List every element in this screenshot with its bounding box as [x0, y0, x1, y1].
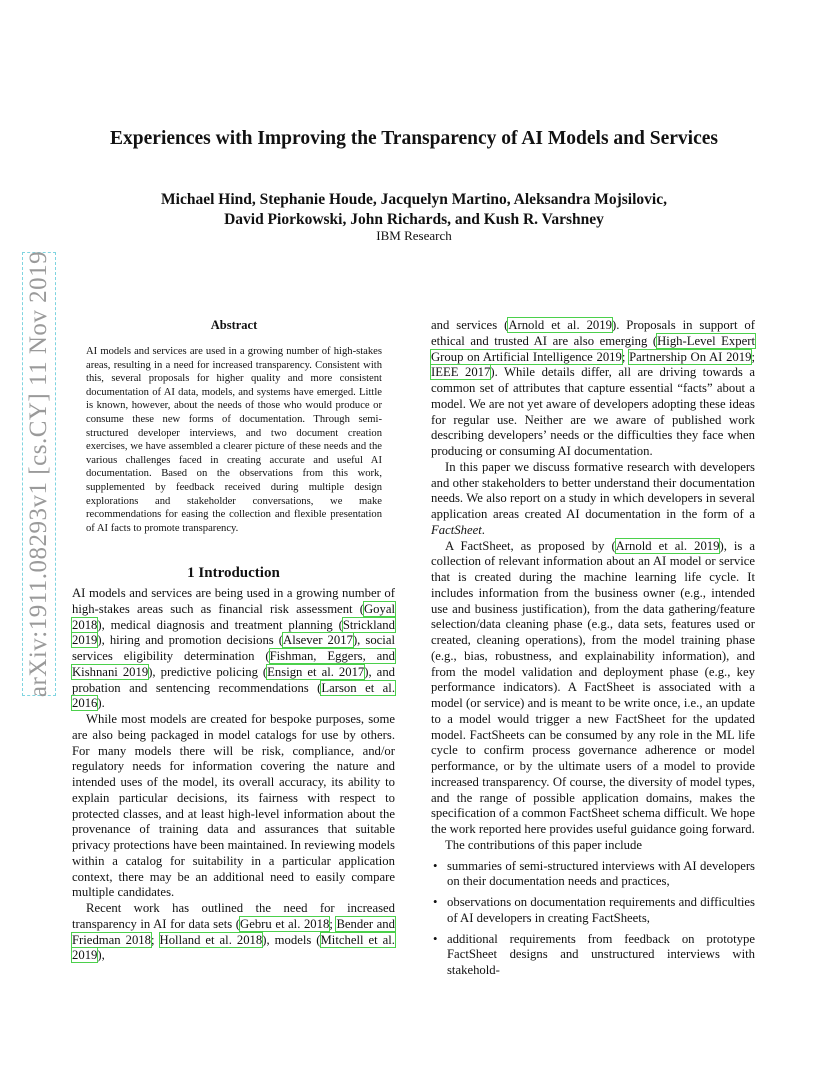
abstract-body: AI models and services are used in a growing number of high-stakes areas, resulting in a need for increased transparency. Consistent with this, several proposals for higher quality and more consistent documentation of AI data, models, and systems have emerged. Little is known, however, about the needs of those who would produce or consume these new forms of documentation. Through semi-structured developer interviews, and two document creation exercises, we have assembled a clearer picture of these needs and the various challenges faced in creating accurate and useful AI documentation. Based on the observations from this work, supplemented by feedback received during multiple design explorations and stakeholder conversations, we make recommendations for easing the collection and flexible presentation of AI facts to promote transparency. [86, 346, 382, 534]
authors-line-1: Michael Hind, Stephanie Houde, Jacquelyn Martino, Aleksandra Mojsilovic, [161, 191, 667, 208]
text-run: AI models and services are being used in a growing number of high-stakes areas such as financial risk assessment ( [72, 586, 395, 616]
text-run: ; [329, 916, 337, 931]
authors-line-2: David Piorkowski, John Richards, and Kush R. Varshney [224, 211, 604, 228]
bullet-icon: • [433, 858, 438, 873]
text-run: A FactSheet, as proposed by ( [445, 538, 616, 553]
text-run: ; [621, 349, 630, 364]
introduction-heading: 1 Introduction [187, 565, 280, 581]
intro-paragraph-3 [72, 901, 395, 964]
list-item [431, 859, 755, 891]
affiliation: IBM Research [376, 228, 452, 243]
citation-link[interactable]: Larson et al. 2016 [72, 680, 395, 711]
citation-link[interactable]: Ensign et al. 2017 [267, 664, 365, 679]
citation-link[interactable]: Bender and Friedman 2018 [72, 916, 395, 947]
bullet-icon: • [433, 931, 438, 946]
emphasis-term: FactSheet [431, 522, 482, 537]
right-paragraph-3 [431, 539, 755, 838]
list-item [431, 932, 755, 979]
text-run: Recent work has outlined the need for increased transparency in AI for data sets ( [72, 901, 395, 931]
text-run: ), hiring and promotion decisions ( [97, 633, 284, 648]
citation-link[interactable]: IEEE 2017 [431, 365, 491, 380]
citation-link[interactable]: Goyal 2018 [72, 601, 395, 632]
citation-link[interactable]: Partnership On AI 2019 [629, 349, 752, 364]
intro-paragraph-1 [72, 586, 395, 712]
intro-paragraph-2: While most models are created for bespoke purposes, some are also being packaged in model catalogs for use by others. For many models there will be risk, compliance, and/or regulatory needs for information covering the nature and intended uses of the model, its overall accuracy, its ability to explain particular decisions, its fairness with respect to protected classes, and at least high-level information about the provenance of training data and assurances that suitable privacy protections have been maintained. In reviewing models within a catalog for suitability in a particular application context, there may be an additional need to easily compare multiple candidates. [72, 712, 395, 900]
list-item-text: additional requirements from feedback on prototype FactSheet designs and unstructured interviews with stakehold- [447, 931, 755, 977]
text-run: ), is a collection of relevant information about an AI model or service that is created during the machine learning life cycle. It includes information from the business owner (e.g., intended use and business justification), from the data gathering/feature selection/data cleaning phase (e.g., data sets, features used or created, cleaning operations), from the model training phase (e.g., bias, robustness, and explainability information), and from the model validation and deployment phase (e.g., key performance indicators). A FactSheet is associated with a model (or service) and is meant to be write once, i.e., an update to a model would trigger a new FactSheet for the updated model. FactSheets can be consumed by any role in the ML life cycle to confirm process governance adherence or model performance, or by the ultimate users of a model to provide increased transparency. Of course, the diversity of model types, and the range of possible application domains, makes the specification of a common FactSheet schema difficult. We hope the work reported here provides useful guidance going forward. [431, 538, 755, 836]
paper-title: Experiences with Improving the Transparency of AI Models and Services [110, 128, 718, 149]
text-run: ), [97, 948, 105, 963]
abstract-heading: Abstract [210, 318, 258, 332]
right-paragraph-1 [431, 318, 755, 460]
citation-link[interactable]: Arnold et al. 2019 [615, 538, 720, 553]
arxiv-sidebar-stamp [22, 252, 56, 696]
right-paragraph-4: The contributions of this paper include [445, 837, 642, 852]
list-item-text: summaries of semi-structured interviews with AI developers on their documentation needs and practices, [447, 858, 755, 889]
author-list [0, 190, 828, 230]
citation-link[interactable]: High-Level Expert Group on Artificial Intelligence 2019 [431, 333, 755, 364]
citation-link[interactable]: Alsever 2017 [283, 633, 353, 648]
contributions-list [431, 859, 755, 979]
left-column [72, 586, 395, 964]
text-run: ). While details differ, all are driving towards a common set of attributes that capture essential “facts” about a model. We are not yet aware of developers adopting these ideas for regular use. Neither are we aware of published work describing developers’ needs or the difficulties they face when producing or consuming AI documentation. [431, 365, 756, 458]
text-run: ). [97, 696, 105, 711]
text-run: ), predictive policing ( [148, 664, 268, 679]
citation-link[interactable]: Fishman, Eggers, and Kishnani 2019 [72, 649, 395, 679]
list-item-text: observations on documentation requirements and difficulties of AI developers in creating FactSheets, [447, 895, 755, 925]
citation-link[interactable]: Arnold et al. 2019 [508, 318, 612, 332]
text-run: ), social services eligibility determination ( [72, 633, 395, 663]
text-run: ). Proposals in support of ethical and trusted AI are also emerging ( [431, 318, 755, 348]
citation-link[interactable]: Holland et al. 2018 [159, 932, 263, 947]
text-run: ), models ( [262, 932, 321, 947]
text-run: . [481, 522, 485, 537]
bullet-icon: • [433, 895, 438, 909]
citation-link[interactable]: Strickland 2019 [72, 617, 395, 648]
text-run: ; [751, 349, 755, 364]
citation-link[interactable]: Gebru et al. 2018 [240, 916, 330, 931]
right-paragraph-2 [431, 460, 755, 539]
text-run: In this paper we discuss formative research with developers and other stakeholders to better understand their documentation needs. We also report on a study in which developers in several application areas created AI documentation in the form of a [431, 459, 755, 521]
citation-link[interactable]: Mitchell et al. 2019 [72, 932, 395, 963]
text-run: ; [151, 932, 160, 947]
right-column [431, 318, 755, 979]
text-run: ), and probation and sentencing recommendations ( [72, 664, 396, 695]
text-run: ), medical diagnosis and treatment planning ( [97, 617, 343, 632]
list-item [431, 895, 755, 927]
arxiv-identifier: arXiv:1911.08293v1 [cs.CY] 11 Nov 2019 [25, 250, 52, 698]
text-run: and services ( [431, 318, 509, 332]
